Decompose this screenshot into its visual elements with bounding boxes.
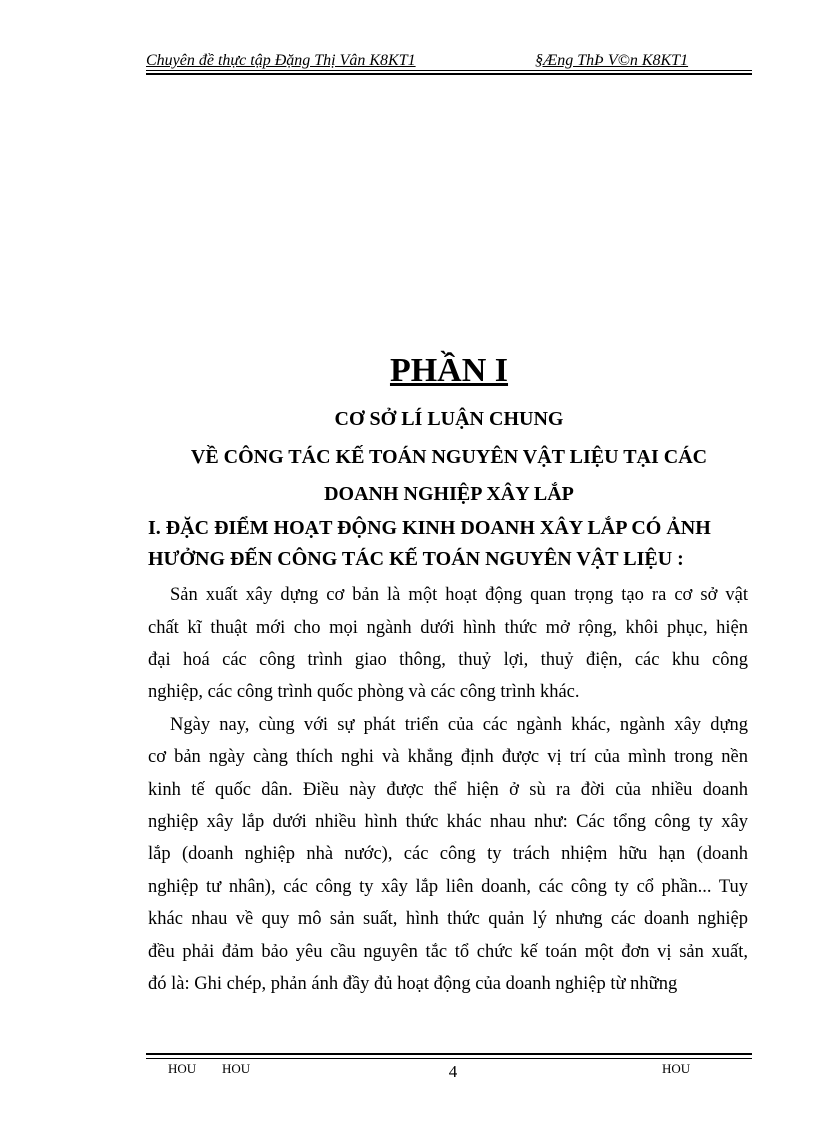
page-number: 4 — [448, 1062, 458, 1081]
part-title: PHẦN I — [389, 352, 509, 389]
footer-label-right: HOU — [662, 1061, 691, 1076]
paragraph-line: cơ bản ngày càng thích nghi và khẳng định được vị trí của mình trong nền — [148, 747, 748, 767]
section-heading-line-2: HƯỞNG ĐẾN CÔNG TÁC KẾ TOÁN NGUYÊN VẬT LIỆU : — [148, 548, 684, 570]
paragraph-line: đều phải đảm bảo yêu cầu nguyên tắc tổ chức kế toán một đơn vị sản xuất, — [148, 942, 748, 962]
header-right-text: §Æng ThÞ V©n K8KT1 — [535, 52, 689, 69]
paragraph-line: nghiệp tư nhân), các công ty xây lắp liên doanh, các công ty cổ phần... Tuy — [148, 877, 748, 897]
paragraph-line: nghiệp xây lắp dưới nhiều hình thức khác nhau như: Các tổng công ty xây — [148, 812, 748, 832]
footer-rule-thick — [146, 1053, 752, 1055]
paragraph-line: nghiệp, các công trình quốc phòng và các công trình khác. — [148, 682, 580, 702]
chapter-title-line-1: CƠ SỞ LÍ LUẬN CHUNG — [334, 408, 564, 430]
chapter-title-line-2: VỀ CÔNG TÁC KẾ TOÁN NGUYÊN VẬT LIỆU TẠI CÁC — [190, 446, 708, 468]
paragraph-line: đó là: Ghi chép, phản ánh đầy đủ hoạt động của doanh nghiệp từ những — [148, 974, 678, 994]
paragraph-line: chất kĩ thuật mới cho mọi ngành dưới hình thức mở rộng, khôi phục, hiện — [148, 618, 748, 638]
paragraph-line: Ngày nay, cùng với sự phát triển của các ngành khác, ngành xây dựng — [170, 715, 748, 735]
header-rule — [146, 70, 752, 71]
footer-rule — [146, 1058, 752, 1059]
chapter-title-line-3: DOANH NGHIỆP XÂY LẮP — [324, 483, 574, 505]
footer-label-left-1: HOU — [168, 1061, 197, 1076]
paragraph-line: Sản xuất xây dựng cơ bản là một hoạt động quan trọng tạo ra cơ sở vật — [170, 585, 748, 605]
paragraph-line: khác nhau về quy mô sản suất, hình thức quản lý nhưng các doanh nghiệp — [148, 909, 748, 929]
header-rule-thick — [146, 73, 752, 75]
footer-label-left-2: HOU — [222, 1061, 251, 1076]
section-heading-line-1: I. ĐẶC ĐIỂM HOẠT ĐỘNG KINH DOANH XÂY LẮP CÓ ẢNH — [148, 517, 711, 539]
paragraph-line: kinh tế quốc dân. Điều này được thể hiện ở sù ra đời của nhiều doanh — [148, 780, 748, 800]
paragraph-line: lắp (doanh nghiệp nhà nước), các công ty trách nhiệm hữu hạn (doanh — [148, 844, 748, 864]
paragraph-line: đại hoá các công trình giao thông, thuỷ lợi, thuỷ điện, các khu công — [148, 650, 748, 670]
page-header — [146, 52, 752, 70]
header-left-text: Chuyên đề thực tập Đặng Thị Vân K8KT1 — [146, 52, 416, 69]
